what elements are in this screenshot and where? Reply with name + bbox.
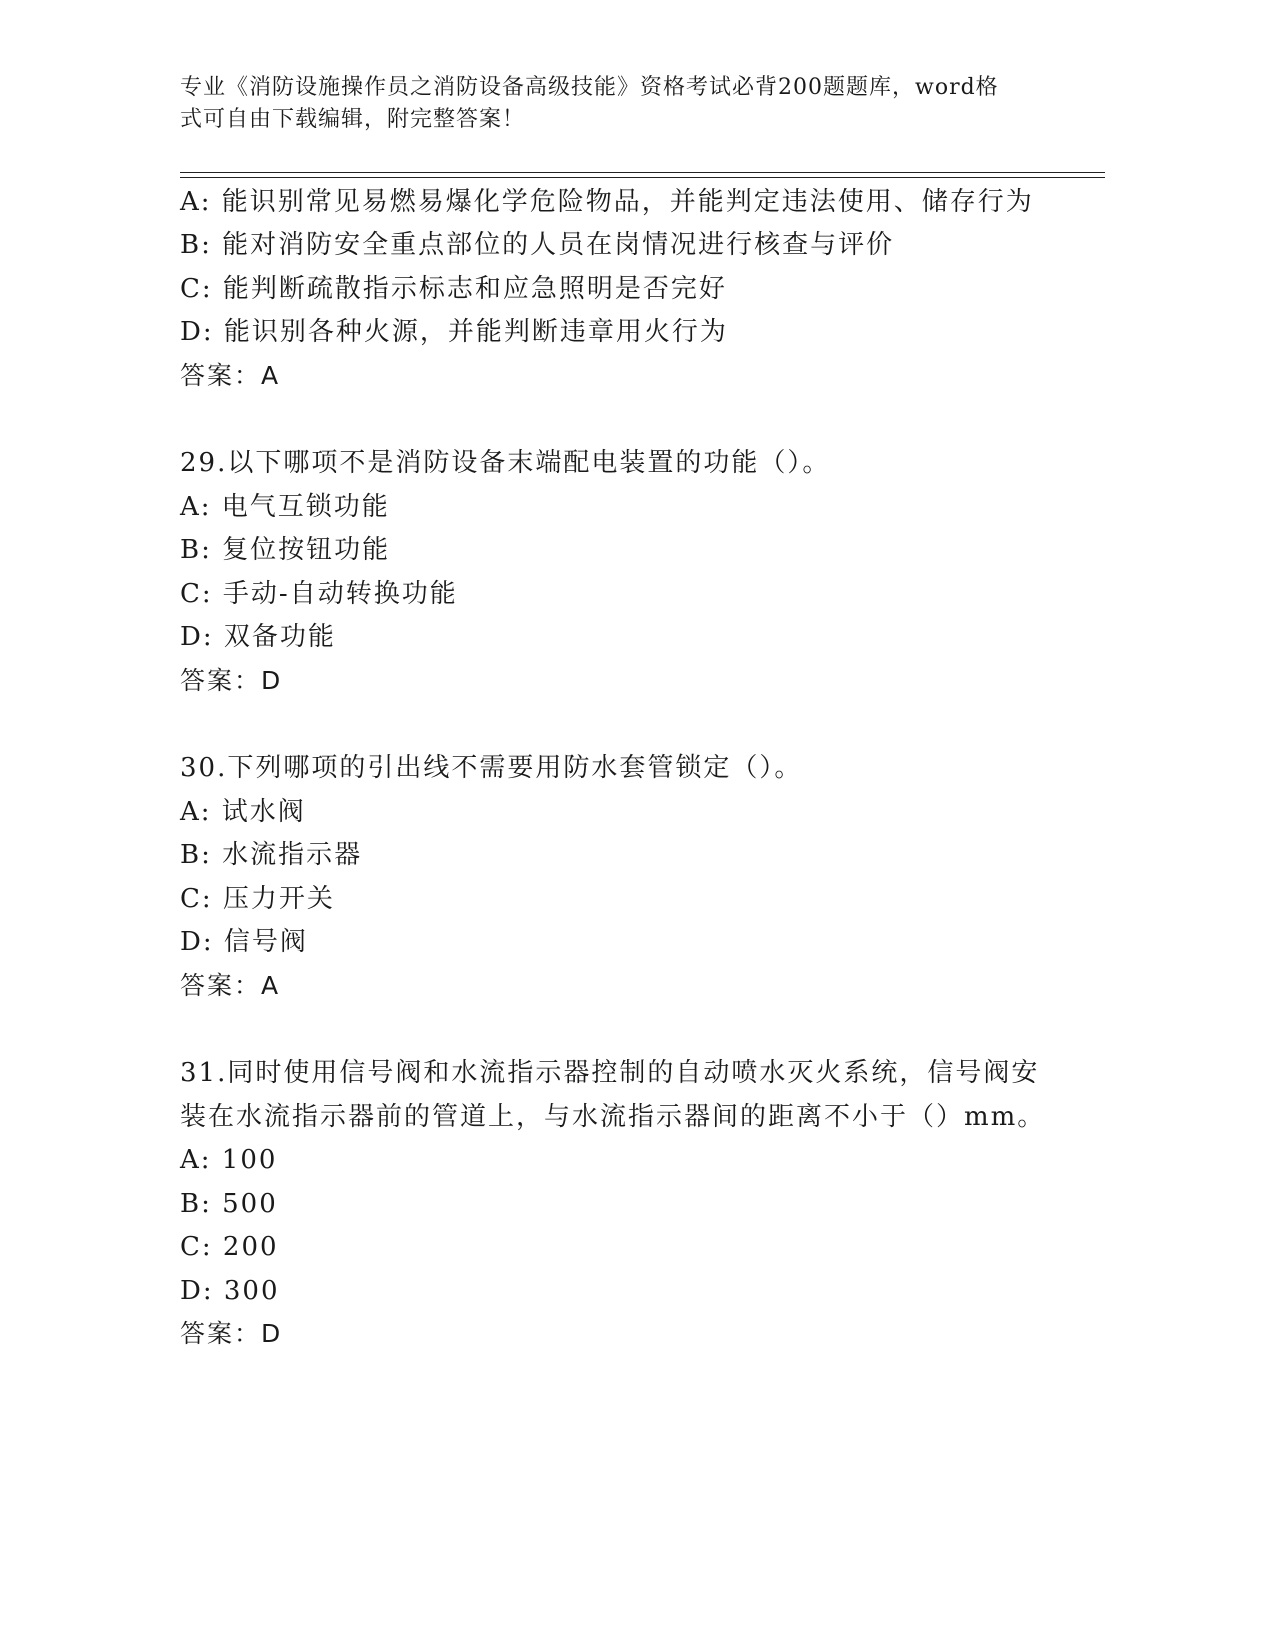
header-line-2: 式可自由下载编辑，附完整答案！ [180,107,526,132]
q29-answer: 答案：D [180,666,283,695]
q30-option-a: A: 试水阀 [180,797,306,827]
q31-option-c: C: 200 [180,1232,279,1262]
q31-option-a: A: 100 [180,1145,278,1175]
header-divider-top [180,172,1105,173]
q30-option-b: B: 水流指示器 [180,840,363,870]
q28-option-d: D: 能识别各种火源，并能判断违章用火行为 [180,317,728,347]
q31-question-line-1: 31.同时使用信号阀和水流指示器控制的自动喷水灭火系统，信号阀安 [180,1058,1040,1088]
q30-question: 30.下列哪项的引出线不需要用防水套管锁定（）。 [180,753,803,783]
q31-answer: 答案：D [180,1319,283,1348]
q29-option-a: A: 电气互锁功能 [180,492,390,522]
q29-option-d: D: 双备功能 [180,622,336,652]
q29-question: 29.以下哪项不是消防设备末端配电装置的功能（）。 [180,448,831,478]
q28-option-b: B: 能对消防安全重点部位的人员在岗情况进行核查与评价 [180,230,895,260]
q31-question-line-2: 装在水流指示器前的管道上，与水流指示器间的距离不小于（）mm。 [180,1102,1046,1132]
q29-option-b: B: 复位按钮功能 [180,535,391,565]
header-divider-bottom [180,177,1105,178]
q30-option-d: D: 信号阀 [180,927,308,957]
q30-option-c: C: 压力开关 [180,884,335,914]
q28-option-c: C: 能判断疏散指示标志和应急照明是否完好 [180,274,727,304]
header-line-1: 专业《消防设施操作员之消防设备高级技能》资格考试必背200题题库，word格 [180,75,999,100]
q31-option-b: B: 500 [180,1189,278,1219]
q30-answer: 答案：A [180,971,281,1000]
q31-option-d: D: 300 [180,1276,280,1306]
q29-option-c: C: 手动-自动转换功能 [180,579,458,609]
q28-option-a: A: 能识别常见易燃易爆化学危险物品，并能判定违法使用、储存行为 [180,187,1034,217]
document-header [180,72,1060,136]
q28-answer: 答案：A [180,361,281,390]
